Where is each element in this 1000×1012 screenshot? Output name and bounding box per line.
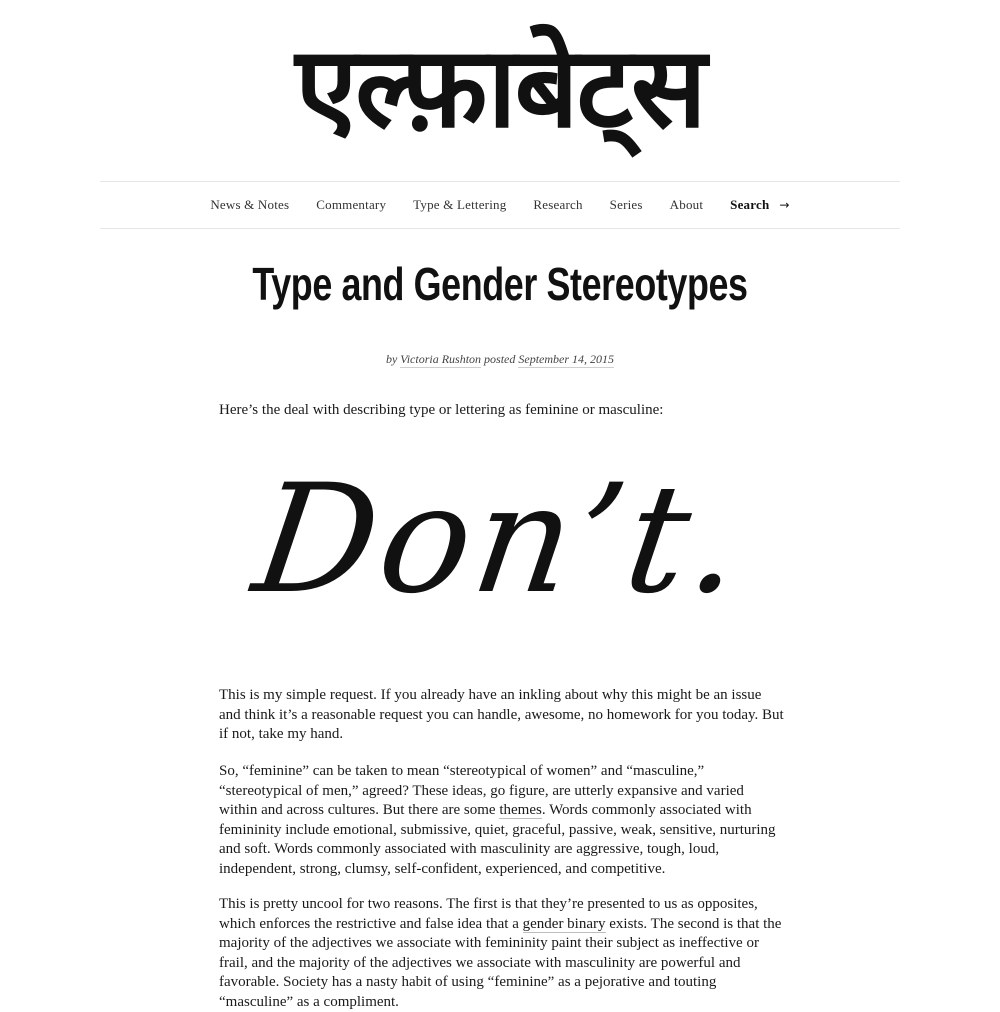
paragraph-3-after: exists. The second is that the majority of the adjectives we associate with femininity paint their subject as ineffective or frail, and the majority of the adjectives we associate with masculinity are powerful and favorable. Society has a nasty habit of using “feminine” as a pejorative and touting “masculine” as a compliment. <box>219 915 782 1010</box>
themes-link[interactable]: themes <box>499 802 542 818</box>
nav-item-commentary <box>316 196 386 214</box>
dont-lettering-text: Don’t. <box>244 453 756 627</box>
intro-paragraph <box>219 401 784 421</box>
nav-link-commentary[interactable]: Commentary <box>316 197 387 212</box>
search-label: Search <box>730 197 770 212</box>
paragraph-3 <box>219 895 784 1012</box>
nav-link-research[interactable]: Research <box>533 197 583 212</box>
paragraph-2-after: . Words commonly associated with femininity include emotional, submissive, quiet, graceful, passive, weak, sensitive, nurturing and soft. Words commonly associated with masculinity are aggressive, tough, loud, independent, strong, clumsy, self-confident, experienced, and competitive. <box>219 802 776 877</box>
main-nav <box>100 181 900 229</box>
article-byline <box>0 352 1000 367</box>
nav-link-type-lettering[interactable]: Type & Lettering <box>413 197 507 212</box>
dont-lettering-image <box>0 440 1000 640</box>
nav-list <box>210 196 789 214</box>
paragraph-2-text <box>219 762 784 879</box>
nav-item-search <box>730 197 790 213</box>
arrow-right-icon: → <box>779 198 790 212</box>
gender-binary-link[interactable]: gender binary <box>522 915 606 932</box>
paragraph-3-text <box>219 895 784 1012</box>
byline-posted: posted <box>484 352 516 366</box>
logo-text: एल्फ़ाबेट्स <box>295 23 705 153</box>
author-link[interactable]: Victoria Rushton <box>400 352 482 366</box>
nav-link-about[interactable]: About <box>669 197 704 212</box>
nav-item-research <box>533 196 582 214</box>
byline-by: by <box>385 352 398 366</box>
article-title: Type and Gender Stereotypes <box>252 258 748 310</box>
search-link[interactable] <box>730 197 790 213</box>
nav-item-type-lettering <box>413 196 506 214</box>
nav-link-series[interactable]: Series <box>609 197 643 212</box>
paragraph-1-text: This is my simple request. If you already have an inkling about why this might be an issue and think it’s a reasonable request you can handle, awesome, no homework for you today. But if not, take my hand. <box>219 687 784 742</box>
nav-item-series <box>610 196 643 214</box>
nav-item-news <box>210 196 289 214</box>
nav-item-about <box>670 196 704 214</box>
intro-text: Here’s the deal with describing type or lettering as feminine or masculine: <box>219 402 664 418</box>
paragraph-2 <box>219 762 784 879</box>
nav-link-news-notes[interactable]: News & Notes <box>210 197 290 212</box>
paragraph-1 <box>219 686 784 745</box>
date-link[interactable]: September 14, 2015 <box>518 352 615 366</box>
paragraph-3-before: This is pretty uncool for two reasons. The first is that they’re presented to us as opposites, which enforces the restrictive and false idea that a <box>219 896 758 932</box>
site-logo[interactable] <box>0 18 1000 158</box>
paragraph-2-before: So, “feminine” can be taken to mean “stereotypical of women” and “masculine,” “stereotypical of men,” agreed? These ideas, go figure, are utterly expansive and varied within and across cultures. But there are some <box>219 763 744 818</box>
